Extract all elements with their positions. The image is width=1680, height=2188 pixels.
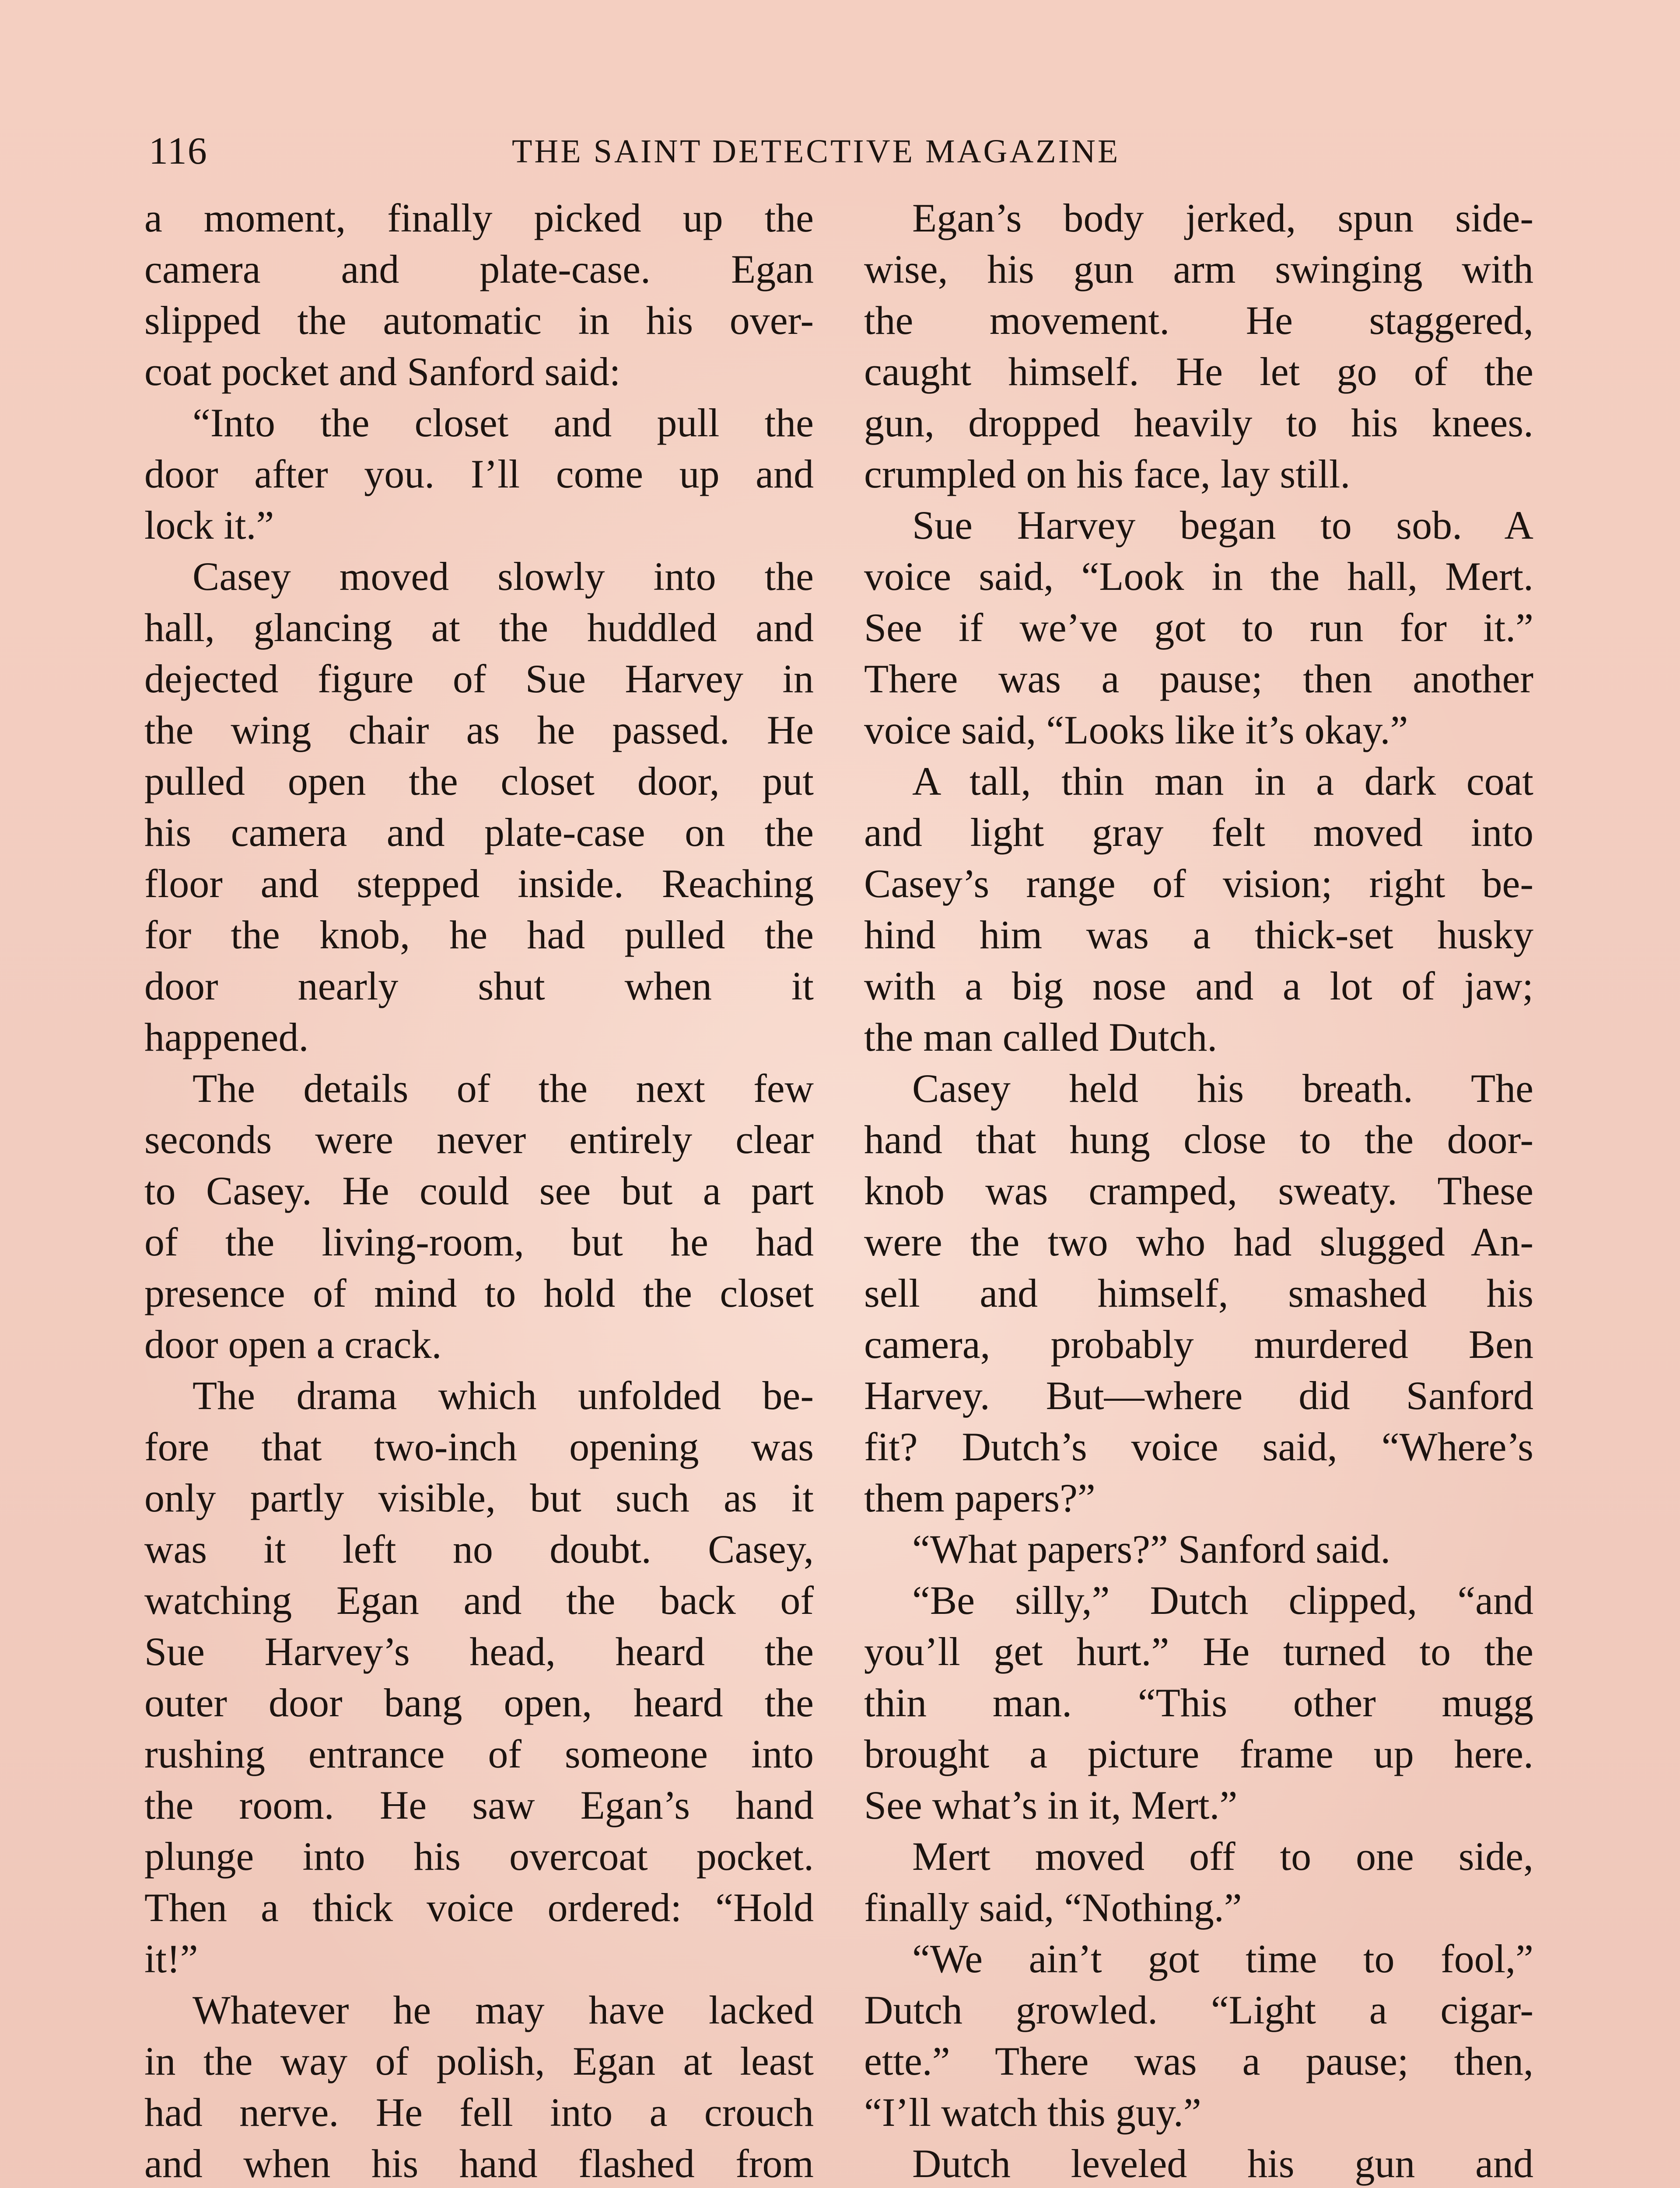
text-line: a moment, finally picked up the bbox=[144, 196, 814, 240]
text-line: his camera and plate-case on the bbox=[144, 810, 814, 855]
text-line: presence of mind to hold the closet bbox=[144, 1271, 814, 1315]
text-line: voice said, “Looks like it’s okay.” bbox=[864, 708, 1408, 752]
text-line: brought a picture frame up here. bbox=[864, 1732, 1533, 1776]
text-line: the room. He saw Egan’s hand bbox=[144, 1783, 814, 1827]
text-line: in the way of polish, Egan at least bbox=[144, 2039, 814, 2083]
text-line: for the knob, he had pulled the bbox=[144, 912, 814, 957]
text-line: plunge into his overcoat pocket. bbox=[144, 1834, 814, 1879]
text-line: The drama which unfolded be- bbox=[192, 1373, 814, 1418]
text-line: and light gray felt moved into bbox=[864, 810, 1533, 855]
text-line: “Into the closet and pull the bbox=[192, 400, 814, 445]
text-line: watching Egan and the back of bbox=[144, 1578, 814, 1623]
text-line: Mert moved off to one side, bbox=[912, 1834, 1533, 1879]
text-line: lock it.” bbox=[144, 503, 274, 547]
text-line: knob was cramped, sweaty. These bbox=[864, 1168, 1533, 1213]
text-line: only partly visible, but such as it bbox=[144, 1476, 814, 1520]
text-line: camera, probably murdered Ben bbox=[864, 1322, 1533, 1367]
text-line: you’ll get hurt.” He turned to the bbox=[864, 1629, 1533, 1674]
text-line: hand that hung close to the door- bbox=[864, 1117, 1533, 1162]
text-line: of the living-room, but he had bbox=[144, 1220, 814, 1264]
text-line: coat pocket and Sanford said: bbox=[144, 349, 621, 394]
text-line: Harvey. But—where did Sanford bbox=[864, 1373, 1533, 1418]
text-line: sell and himself, smashed his bbox=[864, 1271, 1533, 1315]
text-line: floor and stepped inside. Reaching bbox=[144, 861, 814, 906]
text-line: Whatever he may have lacked bbox=[192, 1988, 814, 2032]
text-line: were the two who had slugged An- bbox=[864, 1220, 1533, 1264]
text-line: dejected figure of Sue Harvey in bbox=[144, 656, 814, 701]
text-line: Sue Harvey began to sob. A bbox=[912, 503, 1533, 547]
text-line: fit? Dutch’s voice said, “Where’s bbox=[864, 1424, 1533, 1469]
running-header bbox=[149, 129, 1531, 177]
text-line: door open a crack. bbox=[144, 1322, 442, 1367]
text-line: hall, glancing at the huddled and bbox=[144, 605, 814, 650]
text-line: crumpled on his face, lay still. bbox=[864, 452, 1351, 496]
text-line: “We ain’t got time to fool,” bbox=[912, 1936, 1533, 1981]
text-line: camera and plate-case. Egan bbox=[144, 247, 814, 291]
text-line: ette.” There was a pause; then, bbox=[864, 2039, 1533, 2083]
text-line: Dutch leveled his gun and bbox=[912, 2141, 1533, 2186]
text-line: Casey moved slowly into the bbox=[192, 554, 814, 599]
text-line: seconds were never entirely clear bbox=[144, 1117, 814, 1162]
text-line: and when his hand flashed from bbox=[144, 2141, 814, 2186]
text-line: Casey’s range of vision; right be- bbox=[864, 861, 1533, 906]
text-line: caught himself. He let go of the bbox=[864, 349, 1533, 394]
text-line: Egan’s body jerked, spun side- bbox=[912, 196, 1533, 240]
text-line: had nerve. He fell into a crouch bbox=[144, 2090, 814, 2135]
right-text-column bbox=[864, 193, 1533, 2188]
page-number: 116 bbox=[149, 130, 208, 172]
left-text-column bbox=[144, 193, 814, 2188]
text-line: hind him was a thick-set husky bbox=[864, 912, 1533, 957]
text-line: thin man. “This other mugg bbox=[864, 1680, 1533, 1725]
text-line: The details of the next few bbox=[192, 1066, 814, 1111]
text-line: “What papers?” Sanford said. bbox=[912, 1527, 1391, 1571]
text-line: A tall, thin man in a dark coat bbox=[912, 759, 1533, 803]
text-line: fore that two-inch opening was bbox=[144, 1424, 814, 1469]
text-line: See if we’ve got to run for it.” bbox=[864, 605, 1533, 650]
text-line: wise, his gun arm swinging with bbox=[864, 247, 1533, 291]
text-line: the wing chair as he passed. He bbox=[144, 708, 814, 752]
text-line: finally said, “Nothing.” bbox=[864, 1885, 1242, 1930]
text-line: to Casey. He could see but a part bbox=[144, 1168, 814, 1213]
text-line: There was a pause; then another bbox=[864, 656, 1533, 701]
text-line: the man called Dutch. bbox=[864, 1015, 1218, 1059]
text-line: them papers?” bbox=[864, 1476, 1096, 1520]
text-line: “Be silly,” Dutch clipped, “and bbox=[912, 1578, 1533, 1623]
text-line: gun, dropped heavily to his knees. bbox=[864, 400, 1533, 445]
text-line: the movement. He staggered, bbox=[864, 298, 1533, 343]
text-line: outer door bang open, heard the bbox=[144, 1680, 814, 1725]
text-line: door after you. I’ll come up and bbox=[144, 452, 814, 496]
text-line: Sue Harvey’s head, heard the bbox=[144, 1629, 814, 1674]
text-line: it!” bbox=[144, 1936, 198, 1981]
text-line: voice said, “Look in the hall, Mert. bbox=[864, 554, 1533, 599]
text-line: pulled open the closet door, put bbox=[144, 759, 814, 803]
text-line: Then a thick voice ordered: “Hold bbox=[144, 1885, 814, 1930]
text-line: happened. bbox=[144, 1015, 309, 1059]
text-line: with a big nose and a lot of jaw; bbox=[864, 964, 1533, 1008]
text-line: door nearly shut when it bbox=[144, 964, 814, 1008]
text-line: rushing entrance of someone into bbox=[144, 1732, 814, 1776]
text-line: “I’ll watch this guy.” bbox=[864, 2090, 1201, 2135]
magazine-title: THE SAINT DETECTIVE MAGAZINE bbox=[512, 133, 1120, 170]
text-line: See what’s in it, Mert.” bbox=[864, 1783, 1238, 1827]
text-line: was it left no doubt. Casey, bbox=[144, 1527, 814, 1571]
text-line: Dutch growled. “Light a cigar- bbox=[864, 1988, 1533, 2032]
text-line: slipped the automatic in his over- bbox=[144, 298, 814, 343]
text-line: Casey held his breath. The bbox=[912, 1066, 1533, 1111]
